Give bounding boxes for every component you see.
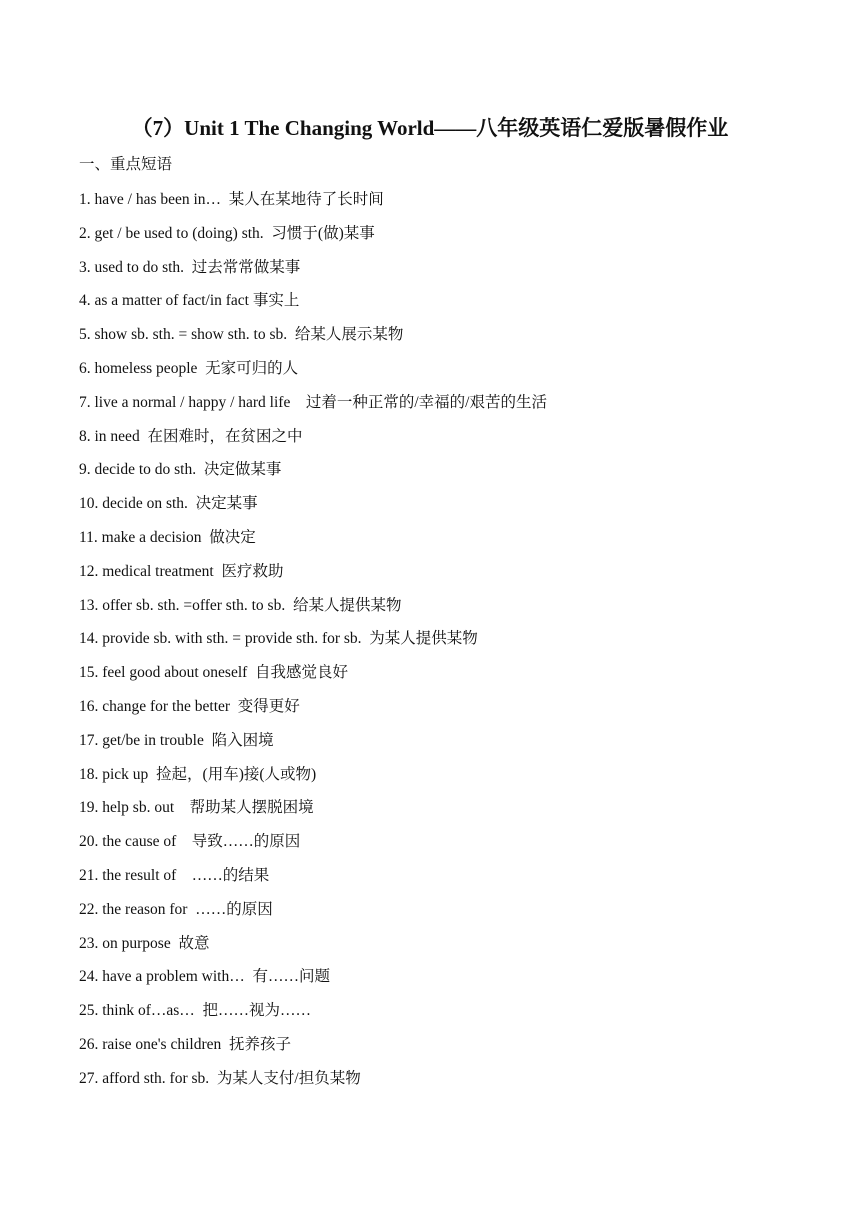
phrase-item: 4. as a matter of fact/in fact 事实上 (79, 292, 300, 310)
phrase-item: 16. change for the better 变得更好 (79, 697, 300, 715)
phrase-item: 14. provide sb. with sth. = provide sth. for sb. 为某人提供某物 (79, 630, 478, 648)
document-title: （7）Unit 1 The Changing World——八年级英语仁爱版暑假作业 (131, 116, 729, 140)
phrase-item: 26. raise one's children 抚养孩子 (79, 1035, 291, 1053)
phrase-item: 17. get/be in trouble 陷入困境 (79, 731, 274, 749)
phrase-item: 8. in need 在困难时，在贫困之中 (79, 427, 303, 445)
section-heading: 一、重点短语 (79, 156, 173, 173)
phrase-item: 15. feel good about oneself 自我感觉良好 (79, 664, 349, 682)
phrase-item: 3. used to do sth. 过去常常做某事 (79, 258, 301, 276)
phrase-item: 23. on purpose 故意 (79, 934, 210, 952)
phrase-item: 27. afford sth. for sb. 为某人支付/担负某物 (79, 1069, 361, 1087)
phrase-item: 13. offer sb. sth. =offer sth. to sb. 给某人提供某物 (79, 596, 402, 614)
phrase-item: 21. the result of ……的结果 (79, 866, 270, 884)
phrase-item: 20. the cause of 导致……的原因 (79, 833, 301, 851)
phrase-item: 10. decide on sth. 决定某事 (79, 495, 258, 513)
phrase-item: 6. homeless people 无家可归的人 (79, 359, 299, 377)
phrase-item: 12. medical treatment 医疗救助 (79, 562, 284, 580)
phrase-item: 22. the reason for ……的原因 (79, 900, 273, 918)
phrase-item: 11. make a decision 做决定 (79, 528, 256, 546)
phrase-item: 18. pick up 捡起，(用车)接(人或物) (79, 765, 317, 783)
phrase-item: 7. live a normal / happy / hard life 过着一种正常的/幸福的/艰苦的生活 (79, 393, 547, 411)
phrase-item: 25. think of…as… 把……视为…… (79, 1002, 312, 1020)
phrase-item: 1. have / has been in… 某人在某地待了长时间 (79, 191, 384, 208)
phrase-item: 5. show sb. sth. = show sth. to sb. 给某人展示某物 (79, 326, 404, 344)
phrase-item: 19. help sb. out 帮助某人摆脱困境 (79, 799, 314, 817)
phrase-item: 24. have a problem with… 有……问题 (79, 968, 330, 986)
phrase-item: 2. get / be used to (doing) sth. 习惯于(做)某事 (79, 224, 375, 242)
phrase-list (79, 187, 547, 1100)
phrase-item: 9. decide to do sth. 决定做某事 (79, 461, 282, 479)
